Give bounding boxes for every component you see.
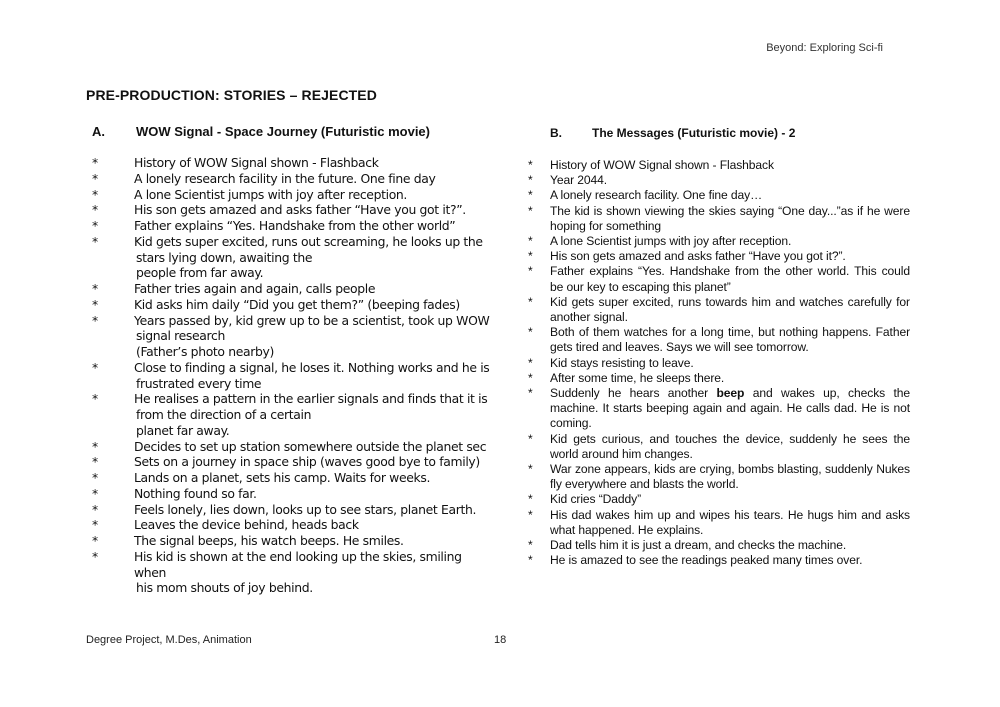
item-text: planet far away.: [136, 422, 230, 438]
item-text: Feels lonely, lies down, looks up to see stars, planet Earth.: [134, 501, 477, 517]
section-a-list: [92, 155, 497, 596]
item-text: Nothing found so far.: [134, 485, 257, 501]
item-text: Dad tells him it is just a dream, and checks the machine.: [550, 538, 847, 553]
section-b-list: [528, 158, 910, 568]
section-a-heading: [92, 124, 497, 139]
item-text: A lonely research facility. One fine day…: [550, 188, 763, 203]
list-item: [92, 360, 497, 392]
item-text: He realises a pattern in the earlier signals and finds that it is: [134, 391, 488, 407]
item-text: Father explains “Yes. Handshake from the other world”: [134, 218, 456, 233]
bullet-marker: *: [528, 158, 533, 172]
list-item: [528, 158, 910, 173]
list-item: [528, 462, 910, 492]
list-item: [92, 313, 497, 360]
bullet-marker: *: [92, 312, 98, 328]
list-item: [528, 249, 910, 264]
bullet-marker: *: [92, 517, 98, 533]
list-item: [528, 371, 910, 386]
list-item: [528, 553, 910, 568]
bullet-marker: *: [92, 296, 98, 312]
list-item: [92, 155, 497, 171]
list-item: [92, 171, 497, 187]
list-item: [528, 204, 910, 234]
bullet-marker: *: [528, 188, 533, 203]
item-text: A lone Scientist jumps with joy after reception.: [134, 186, 408, 202]
list-item: [528, 356, 910, 371]
page-number: 18: [494, 634, 507, 646]
bullet-marker: *: [92, 470, 98, 485]
list-item: [92, 218, 497, 234]
bullet-marker: *: [528, 173, 533, 188]
section-a-title: WOW Signal - Space Journey (Futuristic movie): [136, 124, 430, 139]
list-item: [528, 386, 910, 432]
item-text: History of WOW Signal shown - Flashback: [134, 155, 379, 170]
list-item: [92, 502, 497, 518]
list-item: [92, 533, 497, 549]
item-text: After some time, he sleeps there.: [550, 370, 725, 385]
item-text: and wakes up, checks the machine. It starts beeping again and again. He calls dad. He is not coming.: [550, 386, 910, 431]
bullet-marker: *: [92, 155, 98, 170]
item-text: His son gets amazed and asks father “Have you got it?”.: [134, 202, 466, 218]
bullet-marker: *: [528, 264, 533, 279]
list-item: [528, 234, 910, 249]
section-a: [92, 124, 497, 596]
bullet-marker: *: [92, 454, 98, 470]
item-text: (Father’s photo nearby): [136, 344, 274, 359]
list-item: [92, 517, 497, 533]
item-text: his mom shouts of joy behind.: [136, 580, 313, 596]
list-item: [92, 202, 497, 218]
bullet-marker: *: [528, 249, 533, 264]
list-item: [528, 173, 910, 188]
footer-text: Degree Project, M.Des, Animation: [86, 634, 252, 646]
bullet-marker: *: [528, 370, 533, 385]
bullet-marker: *: [528, 492, 533, 507]
running-header: Beyond: Exploring Sci-fi: [766, 42, 883, 54]
item-text: frustrated every time: [136, 375, 262, 391]
item-text: Father tries again and again, calls people: [134, 281, 376, 296]
bullet-marker: *: [528, 294, 533, 309]
section-b: [528, 124, 910, 568]
bullet-marker: *: [92, 170, 98, 186]
bullet-marker: *: [92, 233, 98, 249]
item-text: Kid gets curious, and touches the device, suddenly he sees the world around him changes.: [550, 431, 910, 461]
item-text: Sets on a journey in space ship (waves good bye to family): [134, 454, 480, 470]
item-text: Kid asks him daily “Did you get them?” (beeping fades): [134, 296, 460, 312]
bullet-marker: *: [92, 501, 98, 517]
list-item: [528, 295, 910, 325]
bullet-marker: *: [92, 218, 98, 233]
bullet-marker: *: [92, 359, 98, 375]
list-item: [92, 486, 497, 502]
list-item: [528, 538, 910, 553]
bullet-marker: *: [92, 533, 98, 548]
item-text: Both of them watches for a long time, but nothing happens. Father gets tired and leaves. Says we will see tomorrow.: [550, 325, 910, 355]
item-text: War zone appears, kids are crying, bombs blasting, suddenly Nukes fly everywhere and blasts the world.: [550, 462, 910, 492]
bullet-marker: *: [528, 507, 533, 522]
bullet-marker: *: [528, 553, 533, 568]
list-item: [528, 508, 910, 538]
item-text: A lone Scientist jumps with joy after reception.: [550, 234, 792, 249]
item-text: from the direction of a certain: [136, 407, 312, 422]
bullet-marker: *: [528, 431, 533, 446]
item-text-bold: beep: [716, 386, 745, 401]
item-text: Year 2044.: [550, 173, 608, 188]
list-item: [92, 391, 497, 438]
item-text: His kid is shown at the end looking up the skies, smiling when: [134, 548, 462, 580]
item-text: signal research: [136, 328, 225, 344]
item-text: History of WOW Signal shown - Flashback: [550, 158, 774, 172]
bullet-marker: *: [528, 538, 533, 553]
item-text: stars lying down, awaiting the: [136, 249, 313, 265]
item-text: Close to finding a signal, he loses it. Nothing works and he is: [134, 359, 490, 375]
list-item: [528, 188, 910, 203]
list-item: [92, 234, 497, 281]
item-text: Kid gets super excited, runs towards him and watches carefully for another signal.: [550, 294, 910, 325]
list-item: [92, 470, 497, 486]
item-text: A lonely research facility in the future. One fine day: [134, 170, 436, 186]
item-text: Decides to set up station somewhere outside the planet sec: [134, 438, 487, 454]
bullet-marker: *: [92, 485, 98, 501]
page-title: PRE-PRODUCTION: STORIES – REJECTED: [86, 87, 377, 103]
item-text: Lands on a planet, sets his camp. Waits for weeks.: [134, 470, 431, 485]
item-text: His dad wakes him up and wipes his tears. He hugs him and asks what happened. He explains.: [550, 507, 910, 537]
bullet-marker: *: [92, 202, 98, 218]
item-text: Kid gets super excited, runs out screaming, he looks up the: [134, 233, 483, 249]
list-item: [92, 439, 497, 455]
list-item: [528, 432, 910, 462]
list-item: [92, 549, 497, 596]
item-text: The kid is shown viewing the skies saying “One day...”as if he were hoping for something: [550, 203, 910, 233]
item-text: people from far away.: [136, 265, 264, 281]
bullet-marker: *: [528, 386, 533, 401]
item-text: Suddenly he hears another: [550, 386, 717, 401]
bullet-marker: *: [528, 325, 533, 340]
bullet-marker: *: [92, 281, 98, 296]
section-a-letter: A.: [92, 124, 105, 139]
list-item: [528, 492, 910, 507]
item-text: His son gets amazed and asks father “Have you got it?”.: [550, 249, 846, 264]
bullet-marker: *: [92, 438, 98, 454]
item-text: Years passed by, kid grew up to be a scientist, took up WOW: [134, 312, 490, 328]
item-text: He is amazed to see the readings peaked many times over.: [550, 553, 863, 568]
section-b-letter: B.: [550, 126, 562, 140]
item-text: Kid cries “Daddy”: [550, 492, 642, 507]
section-b-title: The Messages (Futuristic movie) - 2: [592, 126, 796, 140]
section-b-heading: [528, 126, 910, 140]
item-text: The signal beeps, his watch beeps. He smiles.: [134, 533, 404, 548]
bullet-marker: *: [92, 391, 98, 407]
item-text: Father explains “Yes. Handshake from the other world. This could be our key to escaping this planet”: [550, 264, 910, 294]
bullet-marker: *: [528, 462, 533, 477]
list-item: [528, 325, 910, 355]
bullet-marker: *: [528, 234, 533, 249]
bullet-marker: *: [92, 186, 98, 202]
list-item: [92, 454, 497, 470]
list-item: [92, 297, 497, 313]
bullet-marker: *: [528, 355, 533, 370]
item-text: Leaves the device behind, heads back: [134, 517, 359, 533]
list-item: [528, 264, 910, 294]
list-item: [92, 187, 497, 203]
list-item: [92, 281, 497, 297]
bullet-marker: *: [528, 203, 533, 218]
item-text: Kid stays resisting to leave.: [550, 355, 694, 370]
bullet-marker: *: [92, 548, 98, 564]
